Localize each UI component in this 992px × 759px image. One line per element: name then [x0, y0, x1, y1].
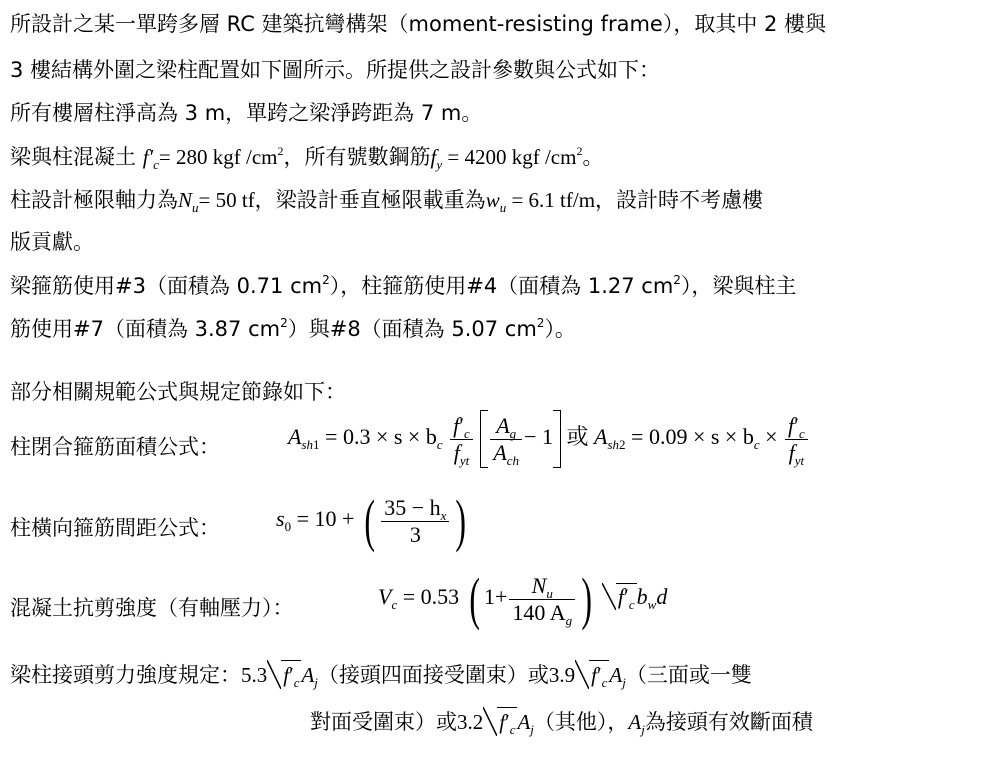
formula-4-line-1: 梁柱接頭剪力強度規定：5.3 $f'_cA_j$（接頭四面接受圍束）或3.9 $f'_cA_j$（三面或一雙 [10, 660, 752, 689]
intro-line-1 [10, 10, 826, 38]
fc-over-fyt: $\frac{f'_c}{f_{yt}}$ [450, 413, 473, 466]
fy-unit-exp: 2 [576, 144, 583, 158]
ash1-coef: 0.3 × s × b [342, 424, 437, 450]
intro-line-2 [10, 56, 660, 84]
axial-value: = 50 tf，梁設計垂直極限載重為 [198, 188, 486, 212]
nu-symbol: $N_u$ [178, 188, 199, 215]
fy-value: = 4200 kgf /cm [442, 145, 577, 169]
formula-1-label: 柱閉合箍筋面積公式： [10, 435, 220, 459]
intro-line-6 [10, 228, 94, 256]
formula-2-label: 柱橫向箍筋間距公式： [10, 516, 220, 540]
intro-line-5 [10, 186, 763, 214]
fc-symbol: $f'_c$ [142, 145, 159, 172]
formula-4-line-2: 對面受圍束）或3.2 $f'_cA_j$（其他），$A_j$為接頭有效斷面積 [310, 707, 813, 736]
col-stirrup-text: ），柱箍筋使用#4（面積為 1.27 cm [329, 274, 674, 298]
axial-label: 柱設計極限軸力為 [10, 188, 178, 212]
formula-ash: $A_{sh1} = 0.3 \times s \times b_c$ $\frac{f'_c}{f_{yt}}$ $\frac{A_g}{A_{ch}}$ − 1 或 $A_{sh2} = 0.09 \times s \times b_c$ × $\frac{f'_c}{f_{yt}}$ [288, 410, 810, 468]
fc-over-fyt-2: $\frac{f'_c}{f_{yt}}$ [785, 413, 808, 466]
exp-3: 2 [280, 316, 288, 330]
exp-2: 2 [673, 273, 681, 287]
formula-3-label: 混凝土抗剪強度（有軸壓力）： [10, 596, 294, 620]
heading-text: 部分相關規範公式與規定節錄如下： [10, 380, 346, 404]
ash2-coef: 0.09 × s × b [648, 424, 754, 450]
end-text: ）。 [544, 317, 576, 341]
intro-line-7 [10, 272, 796, 300]
formula-vc: $V_c = 0.53$ ( 1+ $\frac{N_u}{140 A_g}$ ) $f'_cb_wd$ [378, 566, 668, 631]
intro-line-3 [10, 99, 482, 127]
period: 。 [582, 145, 604, 169]
intro-text-1: 所設計之某一單跨多層 RC 建築抗彎構架（moment-resisting frame），取其中 2 樓與 [10, 12, 827, 36]
exp-4: 2 [536, 316, 545, 330]
section-heading [10, 378, 346, 406]
fc-value: = 280 kgf /cm [158, 145, 278, 169]
or-text: 或 [566, 425, 589, 451]
intro-line-4 [10, 143, 603, 171]
load-value: = 6.1 tf/m，設計時不考慮樓 [506, 188, 764, 212]
intro-text-2: 3 樓結構外圍之梁柱配置如下圖所示。所提供之設計參數與公式如下： [10, 58, 661, 82]
exp-1: 2 [322, 273, 330, 287]
bar8-text: ）與#8（面積為 5.07 cm [287, 317, 537, 341]
formula-s0: $s_0 = 10$ + ( $\frac{35 - h_x}{3}$ ) [276, 488, 467, 553]
ag-over-ach: $\frac{A_g}{A_{ch}}$ [490, 413, 522, 466]
main-bar-text: ），梁與柱主 [680, 274, 797, 298]
beam-stirrup-text: 梁箍筋使用#3（面積為 0.71 cm [10, 274, 323, 298]
vc-frac: $\frac{N_u}{140 A_g}$ [509, 573, 575, 626]
s0-frac: $\frac{35 - h_x}{3}$ [381, 495, 449, 548]
concrete-label: 梁與柱混凝土 [10, 145, 143, 169]
intro-text-6: 版貢獻。 [10, 230, 94, 254]
rebar-label: ，所有號數鋼筋 [283, 145, 431, 169]
intro-line-8 [10, 315, 576, 343]
intro-text-3: 所有樓層柱淨高為 3 m，單跨之梁淨跨距為 7 m。 [10, 101, 483, 125]
fy-symbol: $f_y$ [430, 145, 443, 172]
wu-symbol: $w_u$ [485, 188, 507, 215]
fc-unit-exp: 2 [277, 144, 284, 158]
bar7-text: 筋使用#7（面積為 3.87 cm [10, 317, 281, 341]
